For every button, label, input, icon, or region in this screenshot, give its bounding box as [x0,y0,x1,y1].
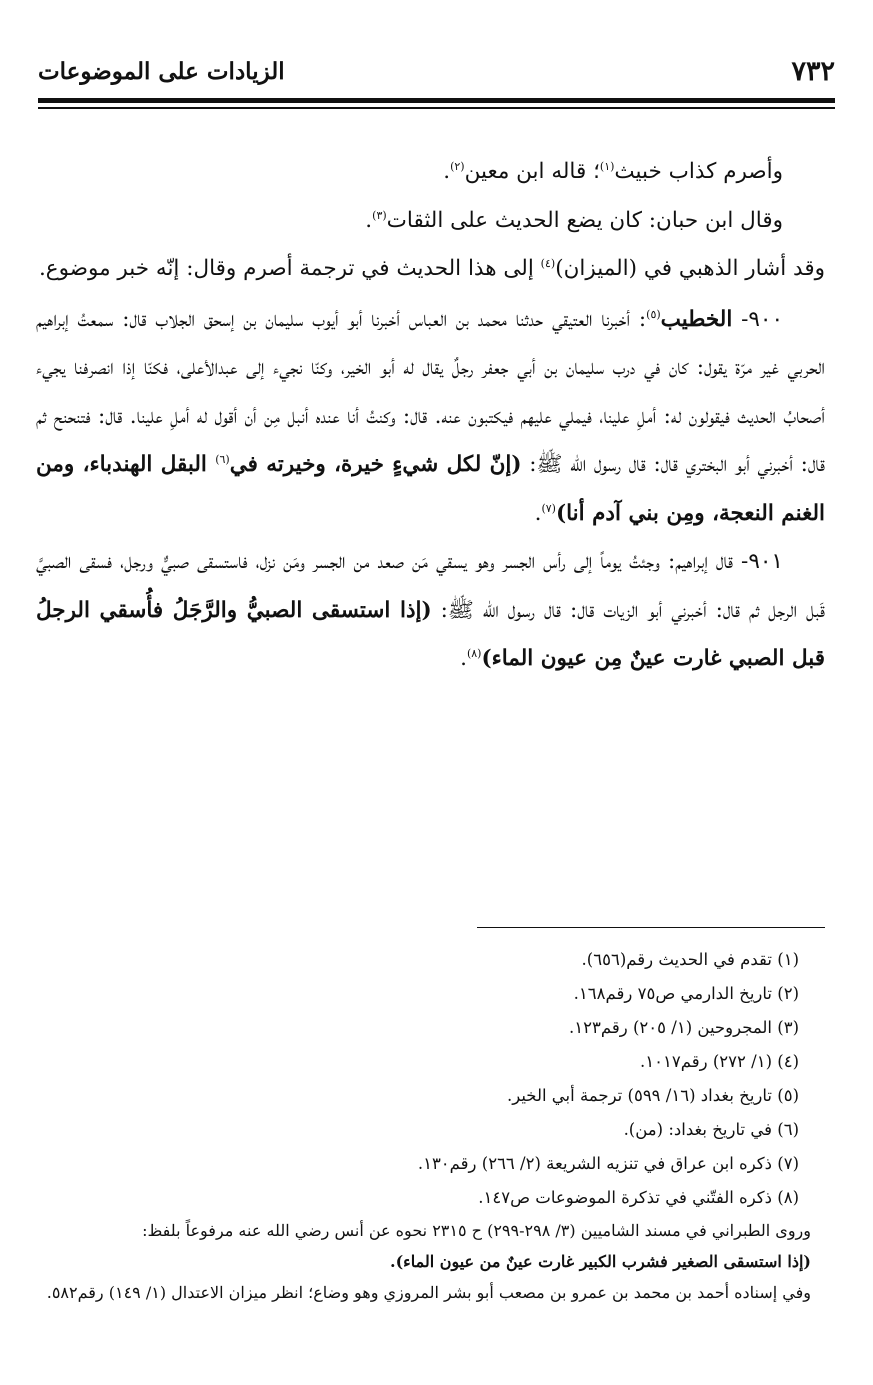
running-title: الزيادات على الموضوعات [38,57,285,85]
main-text [36,148,825,684]
footnote-continuation: وفي إسناده أحمد بن محمد بن عمرو بن مصعب أبو بشر المروزي وهو وضاع؛ انظر ميزان الاعتدال (١/ ١٤٩) رقم٥٨٢. [46,1283,811,1302]
footnote-separator [477,927,825,928]
source-label: الخطيب [660,306,733,332]
header-rule-thin [38,107,835,109]
footnote-ref: (١) [599,159,615,173]
hadith-quote: (إنّ لكل شيءٍ خيرة، وخيرته في [229,452,522,477]
footnote-ref: (٢) [450,159,465,173]
footnote-item: (٤) (١/ ٢٧٢) رقم١٠١٧. [640,1052,799,1071]
footnote-ref: (٧) [541,501,556,515]
header-rule-thick [38,98,835,103]
hadith-901 [36,538,825,684]
text-run: وقال ابن حبان: كان يضع الحديث على الثقات [386,207,783,233]
footnote-continuation: وروى الطبراني في مسند الشاميين (٣/ ٢٩٨-٢٩٩) ح ٢٣١٥ نحوه عن أنس رضي الله عنه مرفوعاً بلفظ: [142,1221,811,1240]
footnote-item: (٢) تاريخ الدارمي ص٧٥ رقم١٦٨. [573,984,799,1003]
paragraph-ibn-hibban [36,197,825,246]
footnote-item: (٨) ذكره الفتّني في تذكرة الموضوعات ص١٤٧. [478,1188,799,1207]
footnote-item: (٥) تاريخ بغداد (١٦/ ٥٩٩) ترجمة أبي الخير. [506,1086,799,1105]
hadith-900 [36,296,825,539]
text-run: . [365,207,373,233]
text-run: . [443,159,451,184]
page-header [38,48,835,94]
text-run: إلى هذا الحديث في ترجمة أصرم وقال: إنّه خبر موضوع. [38,256,541,281]
footnote-ref: (٨) [466,646,482,660]
footnote-item: (٧) ذكره ابن عراق في تنزيه الشريعة (٢/ ٢٦٦) رقم١٣٠. [417,1154,799,1173]
text-run: قال إبراهيم: وجئتُ يوماً إلى رأس الجسر وهو يسقي مَن صعد من الجسر ومَن نزل، فاستسقى صبيٌّ ورجل، فسقى الصبيَّ قَبل الرجل ثم قال: أخبرني أبو الزيات قال: قال رسول الله ﷺ: [36,549,825,623]
page-number: ٧٣٢ [791,55,835,87]
paragraph-dhahabi [36,245,825,294]
text-run: وقد أشار الذهبي في (الميزان) [555,256,825,281]
text-run: وأصرم كذاب خبيث [614,159,783,184]
footnote-item: (١) تقدم في الحديث رقم(٦٥٦). [581,950,799,969]
footnote-item: (٦) في تاريخ بغداد: (من). [623,1120,799,1139]
hadith-quote: البقل الهندباء، ومن الغنم النعجة، ومِن بني آدم أنا) [36,452,825,526]
text-run: . [534,500,542,526]
hadith-quote: (إذا استسقى الصبيُّ والرَّجَلُ فأُسقي الرجلُ قبل الصبي غارت عينٌ مِن عيون الماء) [36,597,825,671]
footnote-item: (٣) المجروحين (١/ ٢٠٥) رقم١٢٣. [569,1018,799,1037]
paragraph-asram [36,148,825,197]
hadith-number: ٩٠٠- [732,306,783,332]
footnotes [36,943,825,1308]
footnote-ref: (٦) [215,452,230,466]
footnote-ref: (٣) [372,208,387,222]
text-run: : أخبرنا العتيقي حدثنا محمد بن العباس أخبرنا أبو أيوب سليمان بن إسحق الجلاب قال: سمعتُ إبراهيم الحربي غير مرّة يقول: كان في درب سليمان بن أبي جعفر رجلٌ يقال له أبو الخير، وكنّا نجيء إلى عبدالأعلى، فكنّا إذا انصرفنا يجيء أصحابُ الحديث فيقولون له: أملِ علينا، فيملي عليهم فيكتبون عنه. قال: وكنتُ أنا عنده أنبل مِن أن أقول له أملِ علينا. قال: فتنحنح ثم قال: أخبرني أبو البختري قال: قال رسول الله ﷺ: [36,306,825,477]
text-run: . [460,646,467,671]
footnote-ref: (٤) [540,256,556,270]
footnote-ref: (٥) [646,307,661,321]
text-run: ؛ قاله ابن معين [464,159,600,184]
hadith-number: ٩٠١- [733,549,783,574]
footnote-quote: (إذا استسقى الصغير فشرب الكبير غارت عينٌ من عيون الماء). [390,1252,811,1271]
